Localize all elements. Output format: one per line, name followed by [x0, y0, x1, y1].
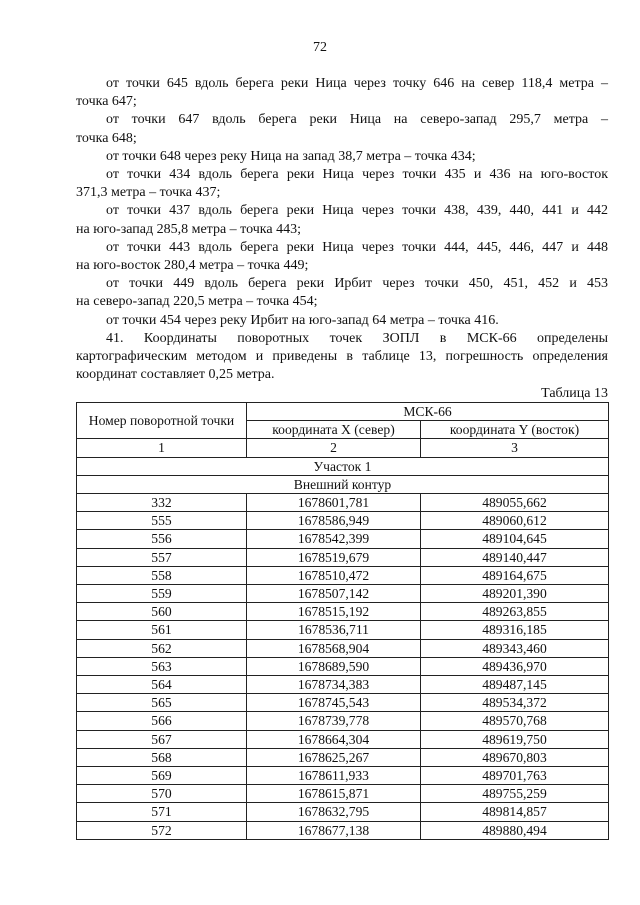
point-number-cell: 570 [77, 785, 247, 803]
paragraph-line: от точки 434 вдоль берега реки Ница через точки 435 и 436 на юго-восток [106, 167, 608, 183]
y-coordinate-cell: 489570,768 [421, 712, 609, 730]
subsection-title: Внешний контур [77, 475, 609, 493]
point-number-cell: 555 [77, 512, 247, 530]
paragraph-line: на северо-запад 220,5 метра – точка 454; [76, 294, 318, 310]
x-coordinate-cell: 1678568,904 [247, 639, 421, 657]
point-number-cell: 565 [77, 694, 247, 712]
x-coordinate-cell: 1678515,192 [247, 603, 421, 621]
header-msk66: МСК-66 [247, 403, 609, 421]
y-coordinate-cell: 489263,855 [421, 603, 609, 621]
point-number-cell: 559 [77, 585, 247, 603]
table-row [77, 494, 609, 512]
table-row [77, 530, 609, 548]
table-row [77, 748, 609, 766]
y-coordinate-cell: 489164,675 [421, 566, 609, 584]
y-coordinate-cell: 489755,259 [421, 785, 609, 803]
y-coordinate-cell: 489619,750 [421, 730, 609, 748]
x-coordinate-cell: 1678611,933 [247, 767, 421, 785]
point-number-cell: 561 [77, 621, 247, 639]
y-coordinate-cell: 489814,857 [421, 803, 609, 821]
table-row [77, 676, 609, 694]
table-row [77, 639, 609, 657]
clause-41-line: 41. Координаты поворотных точек ЗОПЛ в МСК-66 определены [106, 330, 608, 346]
y-coordinate-cell: 489104,645 [421, 530, 609, 548]
table-row [77, 767, 609, 785]
paragraph-line: на юго-восток 280,4 метра – точка 449; [76, 258, 309, 274]
table-column-numbers [77, 439, 609, 457]
section-row [77, 457, 609, 475]
table-row [77, 730, 609, 748]
column-number: 1 [77, 439, 247, 457]
table-row [77, 694, 609, 712]
table-row [77, 512, 609, 530]
y-coordinate-cell: 489140,447 [421, 548, 609, 566]
paragraph-line: от точки 648 через реку Ница на запад 38,7 метра – точка 434; [106, 148, 476, 164]
x-coordinate-cell: 1678510,472 [247, 566, 421, 584]
x-coordinate-cell: 1678734,383 [247, 676, 421, 694]
clause-41-line: картографическим методом и приведены в таблице 13, погрешность определения [76, 349, 608, 365]
x-coordinate-cell: 1678519,679 [247, 548, 421, 566]
paragraph-line: точка 647; [76, 94, 137, 110]
table-row [77, 821, 609, 839]
point-number-cell: 556 [77, 530, 247, 548]
x-coordinate-cell: 1678507,142 [247, 585, 421, 603]
y-coordinate-cell: 489670,803 [421, 748, 609, 766]
point-number-cell: 558 [77, 566, 247, 584]
y-coordinate-cell: 489436,970 [421, 657, 609, 675]
y-coordinate-cell: 489316,185 [421, 621, 609, 639]
point-number-cell: 566 [77, 712, 247, 730]
table-row [77, 657, 609, 675]
x-coordinate-cell: 1678677,138 [247, 821, 421, 839]
y-coordinate-cell: 489055,662 [421, 494, 609, 512]
header-x-coordinate: координата X (север) [247, 421, 421, 439]
point-number-cell: 332 [77, 494, 247, 512]
paragraph-line: точка 648; [76, 130, 137, 146]
x-coordinate-cell: 1678586,949 [247, 512, 421, 530]
table-row [77, 566, 609, 584]
table-row [77, 621, 609, 639]
point-number-cell: 572 [77, 821, 247, 839]
point-number-cell: 557 [77, 548, 247, 566]
point-number-cell: 571 [77, 803, 247, 821]
x-coordinate-cell: 1678632,795 [247, 803, 421, 821]
x-coordinate-cell: 1678745,543 [247, 694, 421, 712]
column-number: 2 [247, 439, 421, 457]
table-caption: Таблица 13 [541, 386, 608, 401]
section-title: Участок 1 [77, 457, 609, 475]
table-row [77, 803, 609, 821]
x-coordinate-cell: 1678615,871 [247, 785, 421, 803]
table-row [77, 548, 609, 566]
point-number-cell: 569 [77, 767, 247, 785]
y-coordinate-cell: 489534,372 [421, 694, 609, 712]
header-point-number: Номер поворотной точки [77, 403, 247, 439]
x-coordinate-cell: 1678625,267 [247, 748, 421, 766]
subsection-row [77, 475, 609, 493]
paragraph-line: от точки 647 вдоль берега реки Ница на северо-запад 295,7 метра – [106, 112, 608, 128]
point-number-cell: 568 [77, 748, 247, 766]
point-number-cell: 563 [77, 657, 247, 675]
y-coordinate-cell: 489060,612 [421, 512, 609, 530]
table-row [77, 603, 609, 621]
page-number: 72 [313, 40, 327, 55]
x-coordinate-cell: 1678542,399 [247, 530, 421, 548]
point-number-cell: 560 [77, 603, 247, 621]
paragraph-line: от точки 449 вдоль берега реки Ирбит через точки 450, 451, 452 и 453 [106, 276, 608, 292]
header-y-coordinate: координата Y (восток) [421, 421, 609, 439]
y-coordinate-cell: 489880,494 [421, 821, 609, 839]
point-number-cell: 564 [77, 676, 247, 694]
x-coordinate-cell: 1678739,778 [247, 712, 421, 730]
boundary-description [76, 75, 608, 384]
point-number-cell: 567 [77, 730, 247, 748]
y-coordinate-cell: 489201,390 [421, 585, 609, 603]
paragraph-line: от точки 454 через реку Ирбит на юго-запад 64 метра – точка 416. [106, 312, 499, 328]
x-coordinate-cell: 1678601,781 [247, 494, 421, 512]
x-coordinate-cell: 1678664,304 [247, 730, 421, 748]
column-number: 3 [421, 439, 609, 457]
table-row [77, 785, 609, 803]
table-row [77, 585, 609, 603]
clause-41-line: координат составляет 0,25 метра. [76, 367, 275, 383]
coordinates-table [76, 402, 609, 840]
point-number-cell: 562 [77, 639, 247, 657]
paragraph-line: от точки 645 вдоль берега реки Ница через точку 646 на север 118,4 метра – [106, 76, 608, 91]
y-coordinate-cell: 489701,763 [421, 767, 609, 785]
y-coordinate-cell: 489487,145 [421, 676, 609, 694]
table-row [77, 712, 609, 730]
paragraph-line: 371,3 метра – точка 437; [76, 185, 221, 201]
x-coordinate-cell: 1678536,711 [247, 621, 421, 639]
paragraph-line: от точки 443 вдоль берега реки Ница через точки 444, 445, 446, 447 и 448 [106, 239, 608, 255]
table-header-row [77, 403, 609, 421]
paragraph-line: на юго-запад 285,8 метра – точка 443; [76, 221, 301, 237]
paragraph-line: от точки 437 вдоль берега реки Ница через точки 438, 439, 440, 441 и 442 [106, 203, 608, 219]
x-coordinate-cell: 1678689,590 [247, 657, 421, 675]
y-coordinate-cell: 489343,460 [421, 639, 609, 657]
